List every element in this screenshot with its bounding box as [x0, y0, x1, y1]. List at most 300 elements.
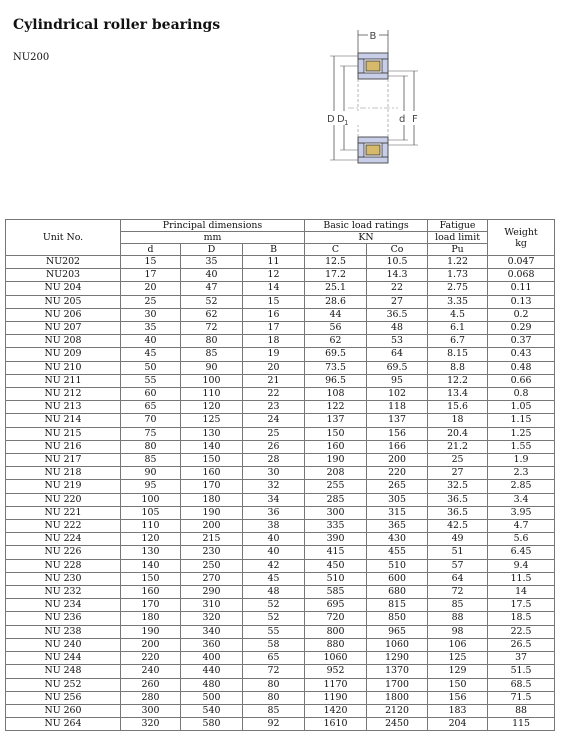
cell-unit-no: NU 244	[6, 652, 121, 665]
cell-d: 280	[121, 691, 181, 704]
cell-C: 190	[305, 454, 367, 467]
cell-weight: 0.29	[488, 322, 555, 335]
cell-D: 90	[181, 361, 243, 374]
unit-no-header: Unit No.	[6, 220, 121, 256]
table-row	[6, 467, 555, 480]
cell-B: 18	[243, 335, 305, 348]
cell-d: 300	[121, 704, 181, 717]
cell-unit-no: NU 222	[6, 520, 121, 533]
weight-header	[488, 220, 555, 256]
cell-D: 35	[181, 256, 243, 269]
cell-unit-no: NU 205	[6, 295, 121, 308]
cell-B: 65	[243, 652, 305, 665]
cell-unit-no: NU 234	[6, 599, 121, 612]
cell-D: 310	[181, 599, 243, 612]
cell-unit-no: NU 240	[6, 638, 121, 651]
cell-D: 40	[181, 269, 243, 282]
cell-Pu: 8.8	[428, 361, 488, 374]
cell-weight: 0.37	[488, 335, 555, 348]
cell-Pu: 156	[428, 691, 488, 704]
cell-C: 137	[305, 414, 367, 427]
col-d-header: d	[121, 244, 181, 256]
cell-C: 12.5	[305, 256, 367, 269]
cell-weight: 14	[488, 586, 555, 599]
cell-weight: 1.05	[488, 401, 555, 414]
cell-unit-no: NU 208	[6, 335, 121, 348]
cell-Pu: 129	[428, 665, 488, 678]
cell-B: 38	[243, 520, 305, 533]
cell-B: 24	[243, 414, 305, 427]
cell-C: 450	[305, 559, 367, 572]
cell-D: 120	[181, 401, 243, 414]
cell-C: 1170	[305, 678, 367, 691]
table-row	[6, 691, 555, 704]
cell-unit-no: NU 211	[6, 374, 121, 387]
dim-B-label: B	[369, 31, 377, 42]
cell-d: 25	[121, 295, 181, 308]
cell-B: 22	[243, 388, 305, 401]
table-row	[6, 335, 555, 348]
cell-unit-no: NU 212	[6, 388, 121, 401]
cell-C: 415	[305, 546, 367, 559]
cell-D: 47	[181, 282, 243, 295]
cell-unit-no: NU 207	[6, 322, 121, 335]
cell-unit-no: NU 228	[6, 559, 121, 572]
cell-weight: 0.8	[488, 388, 555, 401]
cell-Co: 27	[367, 295, 428, 308]
cell-D: 215	[181, 533, 243, 546]
cell-Co: 510	[367, 559, 428, 572]
table-row	[6, 322, 555, 335]
cell-d: 140	[121, 559, 181, 572]
cell-C: 1060	[305, 652, 367, 665]
table-row	[6, 256, 555, 269]
cell-D: 230	[181, 546, 243, 559]
cell-D: 200	[181, 520, 243, 533]
cell-d: 50	[121, 361, 181, 374]
cell-B: 58	[243, 638, 305, 651]
cell-D: 480	[181, 678, 243, 691]
table-row	[6, 374, 555, 387]
table-row	[6, 454, 555, 467]
cell-unit-no: NU 232	[6, 586, 121, 599]
cell-unit-no: NU 238	[6, 625, 121, 638]
cell-unit-no: NU 218	[6, 467, 121, 480]
cell-weight: 0.13	[488, 295, 555, 308]
cell-unit-no: NU202	[6, 256, 121, 269]
cell-C: 880	[305, 638, 367, 651]
cell-C: 695	[305, 599, 367, 612]
cell-Co: 455	[367, 546, 428, 559]
cell-B: 21	[243, 374, 305, 387]
table-row	[6, 704, 555, 717]
cell-B: 12	[243, 269, 305, 282]
cell-Co: 10.5	[367, 256, 428, 269]
cell-weight: 51.5	[488, 665, 555, 678]
cell-Co: 200	[367, 454, 428, 467]
table-row	[6, 718, 555, 731]
cell-weight: 68.5	[488, 678, 555, 691]
cell-D: 360	[181, 638, 243, 651]
table-row	[6, 282, 555, 295]
cell-Pu: 2.75	[428, 282, 488, 295]
cell-D: 440	[181, 665, 243, 678]
cell-weight: 0.66	[488, 374, 555, 387]
series-label: NU200	[13, 52, 50, 63]
cell-d: 20	[121, 282, 181, 295]
cell-d: 95	[121, 480, 181, 493]
cell-C: 44	[305, 308, 367, 321]
cell-d: 17	[121, 269, 181, 282]
cell-Pu: 3.35	[428, 295, 488, 308]
cell-B: 40	[243, 546, 305, 559]
cell-B: 30	[243, 467, 305, 480]
cell-Pu: 12.2	[428, 374, 488, 387]
cell-weight: 1.9	[488, 454, 555, 467]
cell-Co: 850	[367, 612, 428, 625]
cell-C: 56	[305, 322, 367, 335]
cell-C: 150	[305, 427, 367, 440]
cell-C: 208	[305, 467, 367, 480]
cell-Co: 14.3	[367, 269, 428, 282]
cell-Pu: 150	[428, 678, 488, 691]
cell-D: 80	[181, 335, 243, 348]
cell-unit-no: NU 215	[6, 427, 121, 440]
table-row	[6, 572, 555, 585]
cell-d: 220	[121, 652, 181, 665]
cell-unit-no: NU 214	[6, 414, 121, 427]
cell-d: 170	[121, 599, 181, 612]
cell-weight: 3.95	[488, 506, 555, 519]
cell-weight: 2.85	[488, 480, 555, 493]
cell-C: 1190	[305, 691, 367, 704]
cell-d: 130	[121, 546, 181, 559]
table-row	[6, 533, 555, 546]
cell-B: 17	[243, 322, 305, 335]
cell-B: 19	[243, 348, 305, 361]
table-row	[6, 440, 555, 453]
principal-dimensions-header: Principal dimensions	[121, 220, 305, 232]
cell-Pu: 72	[428, 586, 488, 599]
cell-weight: 17.5	[488, 599, 555, 612]
cell-unit-no: NU 206	[6, 308, 121, 321]
table-row	[6, 348, 555, 361]
cell-D: 110	[181, 388, 243, 401]
cell-C: 1420	[305, 704, 367, 717]
table-row	[6, 401, 555, 414]
cell-D: 190	[181, 506, 243, 519]
cell-C: 62	[305, 335, 367, 348]
cell-weight: 3.4	[488, 493, 555, 506]
cell-Co: 2120	[367, 704, 428, 717]
cell-weight: 4.7	[488, 520, 555, 533]
table-row	[6, 559, 555, 572]
cell-Co: 265	[367, 480, 428, 493]
cell-Co: 118	[367, 401, 428, 414]
cell-Pu: 36.5	[428, 506, 488, 519]
cell-weight: 0.047	[488, 256, 555, 269]
cell-Pu: 183	[428, 704, 488, 717]
cell-D: 180	[181, 493, 243, 506]
cell-unit-no: NU 256	[6, 691, 121, 704]
cell-C: 952	[305, 665, 367, 678]
table-row	[6, 295, 555, 308]
cell-d: 180	[121, 612, 181, 625]
cell-D: 52	[181, 295, 243, 308]
table-row	[6, 269, 555, 282]
cell-Pu: 36.5	[428, 493, 488, 506]
dim-F-label: F	[412, 114, 418, 125]
dim-D1-label: D	[337, 114, 345, 125]
cell-unit-no: NU 224	[6, 533, 121, 546]
cell-B: 16	[243, 308, 305, 321]
weight-label: Weight	[504, 226, 538, 238]
cell-Pu: 13.4	[428, 388, 488, 401]
cell-D: 85	[181, 348, 243, 361]
cell-D: 320	[181, 612, 243, 625]
cell-Co: 365	[367, 520, 428, 533]
table-row	[6, 599, 555, 612]
cell-D: 160	[181, 467, 243, 480]
cell-weight: 6.45	[488, 546, 555, 559]
cell-C: 255	[305, 480, 367, 493]
cell-B: 52	[243, 612, 305, 625]
cell-D: 500	[181, 691, 243, 704]
weight-unit: kg	[515, 237, 527, 249]
cell-C: 17.2	[305, 269, 367, 282]
col-Co-header: Co	[367, 244, 428, 256]
cell-unit-no: NU 217	[6, 454, 121, 467]
cell-C: 285	[305, 493, 367, 506]
cell-unit-no: NU 252	[6, 678, 121, 691]
cell-unit-no: NU 209	[6, 348, 121, 361]
table-row	[6, 546, 555, 559]
cell-weight: 1.55	[488, 440, 555, 453]
table-row	[6, 678, 555, 691]
cell-Co: 1700	[367, 678, 428, 691]
table-body	[6, 256, 555, 731]
cell-D: 72	[181, 322, 243, 335]
cell-d: 15	[121, 256, 181, 269]
cell-Pu: 125	[428, 652, 488, 665]
cell-d: 120	[121, 533, 181, 546]
table-row	[6, 388, 555, 401]
cell-Pu: 1.22	[428, 256, 488, 269]
cell-d: 160	[121, 586, 181, 599]
cell-B: 20	[243, 361, 305, 374]
cell-B: 34	[243, 493, 305, 506]
cell-unit-no: NU 260	[6, 704, 121, 717]
cell-d: 110	[121, 520, 181, 533]
cell-Pu: 51	[428, 546, 488, 559]
page-title: Cylindrical roller bearings	[13, 17, 221, 33]
cell-C: 69.5	[305, 348, 367, 361]
cell-d: 30	[121, 308, 181, 321]
cell-B: 11	[243, 256, 305, 269]
cell-Co: 680	[367, 586, 428, 599]
cell-weight: 11.5	[488, 572, 555, 585]
cell-D: 125	[181, 414, 243, 427]
cell-Co: 1060	[367, 638, 428, 651]
cell-weight: 0.068	[488, 269, 555, 282]
dim-d-label: d	[399, 114, 406, 125]
cell-unit-no: NU 221	[6, 506, 121, 519]
cell-C: 122	[305, 401, 367, 414]
cell-Co: 69.5	[367, 361, 428, 374]
cell-Pu: 25	[428, 454, 488, 467]
cell-Pu: 6.1	[428, 322, 488, 335]
cell-B: 85	[243, 704, 305, 717]
table-row	[6, 665, 555, 678]
cell-B: 45	[243, 572, 305, 585]
cell-weight: 5.6	[488, 533, 555, 546]
cell-C: 73.5	[305, 361, 367, 374]
table-row	[6, 427, 555, 440]
cell-Pu: 15.6	[428, 401, 488, 414]
cell-d: 70	[121, 414, 181, 427]
cell-weight: 71.5	[488, 691, 555, 704]
cell-Co: 2450	[367, 718, 428, 731]
cell-Co: 1800	[367, 691, 428, 704]
cell-C: 800	[305, 625, 367, 638]
cell-weight: 1.25	[488, 427, 555, 440]
cell-unit-no: NU 210	[6, 361, 121, 374]
cell-unit-no: NU 264	[6, 718, 121, 731]
cell-d: 200	[121, 638, 181, 651]
cell-Co: 815	[367, 599, 428, 612]
cell-unit-no: NU 220	[6, 493, 121, 506]
cell-B: 40	[243, 533, 305, 546]
cell-d: 40	[121, 335, 181, 348]
cell-d: 85	[121, 454, 181, 467]
cell-d: 35	[121, 322, 181, 335]
cell-unit-no: NU 219	[6, 480, 121, 493]
cell-B: 55	[243, 625, 305, 638]
cell-d: 100	[121, 493, 181, 506]
cell-C: 300	[305, 506, 367, 519]
cell-Co: 430	[367, 533, 428, 546]
table-row	[6, 361, 555, 374]
cell-Pu: 106	[428, 638, 488, 651]
cell-B: 72	[243, 665, 305, 678]
cell-unit-no: NU 230	[6, 572, 121, 585]
cell-Pu: 4.5	[428, 308, 488, 321]
cell-d: 60	[121, 388, 181, 401]
cell-C: 1610	[305, 718, 367, 731]
cell-C: 28.6	[305, 295, 367, 308]
bearing-spec-table	[5, 219, 555, 731]
cell-C: 335	[305, 520, 367, 533]
col-D-header: D	[181, 244, 243, 256]
cell-d: 45	[121, 348, 181, 361]
cell-Co: 48	[367, 322, 428, 335]
cell-weight: 0.11	[488, 282, 555, 295]
cell-d: 90	[121, 467, 181, 480]
cell-d: 55	[121, 374, 181, 387]
cell-weight: 0.48	[488, 361, 555, 374]
table-row	[6, 414, 555, 427]
cell-B: 28	[243, 454, 305, 467]
cell-Co: 965	[367, 625, 428, 638]
table-row	[6, 493, 555, 506]
cell-D: 400	[181, 652, 243, 665]
cell-unit-no: NU203	[6, 269, 121, 282]
cell-unit-no: NU 213	[6, 401, 121, 414]
cell-Co: 137	[367, 414, 428, 427]
cell-D: 540	[181, 704, 243, 717]
cell-C: 108	[305, 388, 367, 401]
cell-d: 105	[121, 506, 181, 519]
cell-weight: 26.5	[488, 638, 555, 651]
cell-unit-no: NU 216	[6, 440, 121, 453]
cell-Pu: 204	[428, 718, 488, 731]
cell-d: 150	[121, 572, 181, 585]
cell-weight: 2.3	[488, 467, 555, 480]
fatigue-load-limit-header: Fatigue	[428, 220, 488, 232]
cell-d: 75	[121, 427, 181, 440]
table-row	[6, 625, 555, 638]
dim-D1-subscript: 1	[344, 119, 349, 127]
cell-C: 390	[305, 533, 367, 546]
fatigue-load-limit-subheader: load limit	[428, 232, 488, 244]
cell-Co: 53	[367, 335, 428, 348]
cell-Co: 315	[367, 506, 428, 519]
table-row	[6, 652, 555, 665]
col-B-header: B	[243, 244, 305, 256]
cell-Co: 220	[367, 467, 428, 480]
cell-Pu: 42.5	[428, 520, 488, 533]
cell-Pu: 88	[428, 612, 488, 625]
cell-C: 510	[305, 572, 367, 585]
cell-d: 190	[121, 625, 181, 638]
cell-d: 240	[121, 665, 181, 678]
cell-Co: 305	[367, 493, 428, 506]
cell-unit-no: NU 226	[6, 546, 121, 559]
cell-weight: 18.5	[488, 612, 555, 625]
cell-Pu: 8.15	[428, 348, 488, 361]
cell-B: 26	[243, 440, 305, 453]
cell-Pu: 57	[428, 559, 488, 572]
principal-dimensions-unit: mm	[121, 232, 305, 244]
cell-Pu: 27	[428, 467, 488, 480]
cell-Pu: 1.73	[428, 269, 488, 282]
cell-B: 23	[243, 401, 305, 414]
col-Pu-header: Pu	[428, 244, 488, 256]
cell-D: 580	[181, 718, 243, 731]
cell-weight: 0.43	[488, 348, 555, 361]
basic-load-ratings-unit: KN	[305, 232, 428, 244]
cell-D: 270	[181, 572, 243, 585]
cell-Pu: 49	[428, 533, 488, 546]
basic-load-ratings-header: Basic load ratings	[305, 220, 428, 232]
cell-Pu: 6.7	[428, 335, 488, 348]
cell-B: 15	[243, 295, 305, 308]
cell-weight: 88	[488, 704, 555, 717]
cell-Pu: 98	[428, 625, 488, 638]
cell-weight: 1.15	[488, 414, 555, 427]
cell-C: 585	[305, 586, 367, 599]
cell-B: 52	[243, 599, 305, 612]
cell-B: 80	[243, 691, 305, 704]
cell-d: 65	[121, 401, 181, 414]
cell-Co: 166	[367, 440, 428, 453]
cell-B: 80	[243, 678, 305, 691]
cell-weight: 22.5	[488, 625, 555, 638]
dim-D-label: D	[327, 114, 335, 125]
cell-Pu: 32.5	[428, 480, 488, 493]
cell-C: 160	[305, 440, 367, 453]
cell-weight: 9.4	[488, 559, 555, 572]
